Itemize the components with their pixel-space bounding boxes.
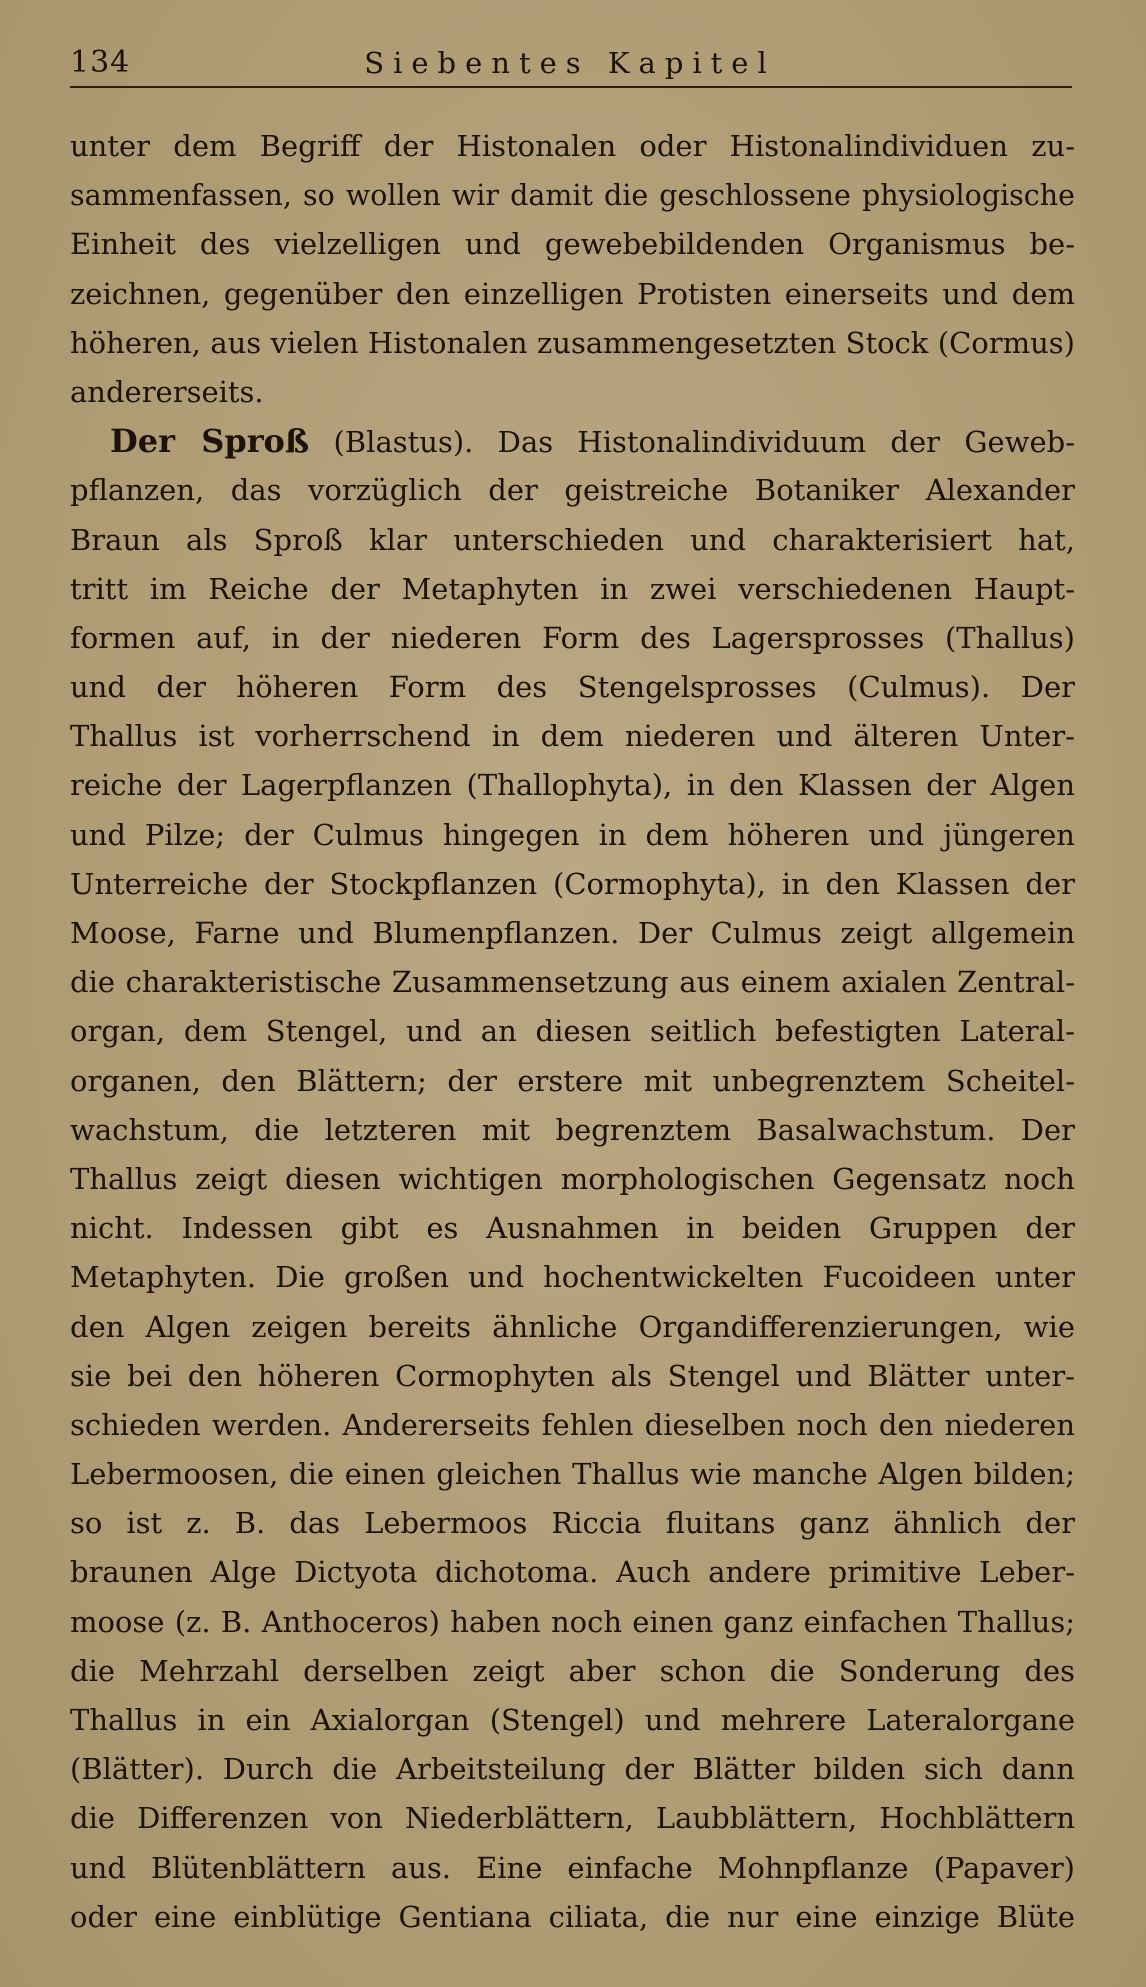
text-line: pflanzen, das vorzüglich der geistreiche Botaniker Alexander bbox=[70, 473, 1075, 508]
text-line: organ, dem Stengel, und an diesen seitlich befestigten Lateral- bbox=[70, 1014, 1075, 1049]
page-number: 134 bbox=[70, 45, 131, 80]
text-line: oder eine einblütige Gentiana ciliata, die nur eine einzige Blüte bbox=[70, 1899, 1075, 1934]
text-line-rest: (Blastus). Das Histonalindividuum der Geweb- bbox=[333, 425, 1076, 460]
text-line: Thallus zeigt diesen wichtigen morphologischen Gegensatz noch bbox=[70, 1161, 1075, 1196]
text-line: die Differenzen von Niederblättern, Laubblättern, Hochblättern bbox=[70, 1801, 1075, 1836]
text-line: und der höheren Form des Stengelsprosses (Culmus). Der bbox=[70, 670, 1075, 705]
text-line: moose (z. B. Anthoceros) haben noch einen ganz einfachen Thallus; bbox=[70, 1604, 1075, 1639]
text-line: Einheit des vielzelligen und gewebebildenden Organismus be- bbox=[70, 227, 1075, 262]
text-line: unter dem Begriff der Histonalen oder Histonalindividuen zu- bbox=[70, 129, 1075, 163]
text-line: braunen Alge Dictyota dichotoma. Auch andere primitive Leber- bbox=[70, 1555, 1075, 1590]
chapter-title: Siebentes Kapitel bbox=[364, 46, 776, 80]
text-line: die charakteristische Zusammensetzung aus einem axialen Zentral- bbox=[70, 965, 1075, 1000]
text-line: Braun als Sproß klar unterschieden und charakterisiert hat, bbox=[70, 522, 1075, 557]
body-text bbox=[70, 122, 1075, 1942]
text-line: andererseits. bbox=[70, 374, 264, 409]
text-line: tritt im Reiche der Metaphyten in zwei verschiedenen Haupt- bbox=[70, 571, 1075, 606]
text-line: den Algen zeigen bereits ähnliche Organdifferenzierungen, wie bbox=[70, 1309, 1075, 1344]
text-line: sie bei den höheren Cormophyten als Stengel und Blätter unter- bbox=[70, 1358, 1075, 1393]
section-term: Der Sproß bbox=[110, 422, 310, 461]
text-line: (Blätter). Durch die Arbeitsteilung der Blätter bilden sich dann bbox=[70, 1752, 1075, 1787]
text-line: formen auf, in der niederen Form des Lagersprosses (Thallus) bbox=[70, 620, 1075, 655]
text-line: wachstum, die letzteren mit begrenztem Basalwachstum. Der bbox=[70, 1112, 1075, 1147]
text-line: reiche der Lagerpflanzen (Thallophyta), in den Klassen der Algen bbox=[70, 768, 1075, 803]
text-line: organen, den Blättern; der erstere mit unbegrenztem Scheitel- bbox=[70, 1063, 1075, 1098]
text-line: Thallus in ein Axialorgan (Stengel) und mehrere Lateralorgane bbox=[70, 1703, 1075, 1737]
text-line: so ist z. B. das Lebermoos Riccia fluitans ganz ähnlich der bbox=[70, 1506, 1075, 1541]
text-line: höheren, aus vielen Histonalen zusammengesetzten Stock (Cormus) bbox=[70, 325, 1075, 360]
text-line: und Blütenblättern aus. Eine einfache Mohnpflanze (Papaver) bbox=[70, 1850, 1075, 1885]
text-line: Moose, Farne und Blumenpflanzen. Der Culmus zeigt allgemein bbox=[70, 916, 1075, 950]
text-line: Lebermoosen, die einen gleichen Thallus wie manche Algen bilden; bbox=[70, 1457, 1075, 1492]
text-line: Thallus ist vorherrschend in dem niederen und älteren Unter- bbox=[70, 719, 1075, 754]
text-line: zeichnen, gegenüber den einzelligen Protisten einerseits und dem bbox=[70, 276, 1075, 311]
paragraph-opening-line bbox=[70, 417, 1075, 466]
text-line: sammenfassen, so wollen wir damit die geschlossene physiologische bbox=[70, 179, 1075, 213]
text-line: die Mehrzahl derselben zeigt aber schon die Sonderung des bbox=[70, 1653, 1075, 1688]
running-head bbox=[70, 38, 1070, 88]
text-line: Metaphyten. Die großen und hochentwickelten Fucoideen unter bbox=[70, 1260, 1075, 1295]
text-line: schieden werden. Andererseits fehlen dieselben noch den niederen bbox=[70, 1407, 1075, 1442]
header-rule bbox=[70, 86, 1072, 88]
text-line: und Pilze; der Culmus hingegen in dem höheren und jüngeren bbox=[70, 817, 1075, 852]
text-line: Unterreiche der Stockpflanzen (Cormophyta), in den Klassen der bbox=[70, 866, 1075, 901]
text-line: nicht. Indessen gibt es Ausnahmen in beiden Gruppen der bbox=[70, 1211, 1075, 1246]
